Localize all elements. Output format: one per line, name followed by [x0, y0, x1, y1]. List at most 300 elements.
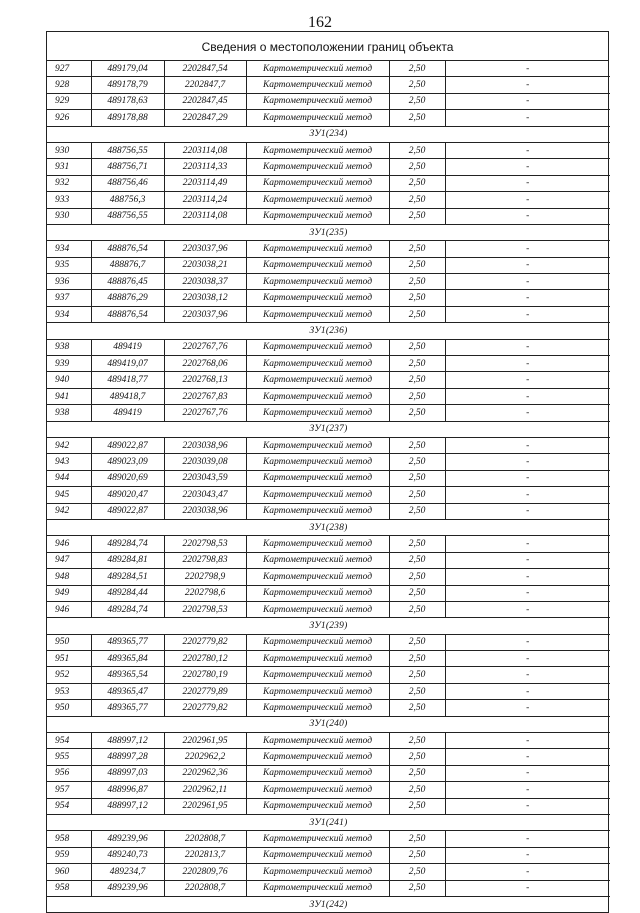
table-title: Сведения о местоположении границ объекта [47, 32, 608, 61]
point-number-cell: 946 [47, 601, 91, 617]
y-coordinate-cell: 2202961,95 [164, 733, 246, 749]
y-coordinate-cell: 2203039,08 [164, 454, 246, 470]
accuracy-cell: 2,50 [389, 487, 445, 503]
y-coordinate-cell: 2202813,7 [164, 847, 246, 863]
table-row [47, 487, 610, 503]
x-coordinate-cell: 489284,74 [91, 536, 164, 552]
y-coordinate-cell: 2202767,76 [164, 339, 246, 355]
x-coordinate-cell: 488997,12 [91, 798, 164, 814]
method-cell: Картометрический метод [246, 749, 389, 765]
point-number-cell: 939 [47, 356, 91, 372]
table-row [47, 880, 610, 896]
point-number-cell: 953 [47, 683, 91, 699]
method-cell: Картометрический метод [246, 634, 389, 650]
x-coordinate-cell: 489284,44 [91, 585, 164, 601]
group-row [47, 224, 610, 240]
description-cell: - [445, 585, 610, 601]
method-cell: Картометрический метод [246, 552, 389, 568]
table-row [47, 503, 610, 519]
point-number-cell: 955 [47, 749, 91, 765]
method-cell: Картометрический метод [246, 798, 389, 814]
y-coordinate-cell: 2202798,53 [164, 536, 246, 552]
y-coordinate-cell: 2202779,82 [164, 634, 246, 650]
description-cell: - [445, 356, 610, 372]
description-cell: - [445, 880, 610, 896]
x-coordinate-cell: 489179,04 [91, 61, 164, 77]
table-row [47, 290, 610, 306]
accuracy-cell: 2,50 [389, 274, 445, 290]
description-cell: - [445, 159, 610, 175]
description-cell: - [445, 405, 610, 421]
x-coordinate-cell: 489284,51 [91, 569, 164, 585]
method-cell: Картометрический метод [246, 487, 389, 503]
group-label: ЗУ1(235) [47, 224, 610, 240]
x-coordinate-cell: 489365,84 [91, 651, 164, 667]
description-cell: - [445, 208, 610, 224]
x-coordinate-cell: 489419,07 [91, 356, 164, 372]
y-coordinate-cell: 2202847,29 [164, 110, 246, 126]
x-coordinate-cell: 489418,7 [91, 388, 164, 404]
method-cell: Картометрический метод [246, 290, 389, 306]
accuracy-cell: 2,50 [389, 880, 445, 896]
table-row [47, 683, 610, 699]
x-coordinate-cell: 488756,55 [91, 142, 164, 158]
accuracy-cell: 2,50 [389, 61, 445, 77]
table-row [47, 454, 610, 470]
method-cell: Картометрический метод [246, 257, 389, 273]
accuracy-cell: 2,50 [389, 175, 445, 191]
description-cell: - [445, 77, 610, 93]
accuracy-cell: 2,50 [389, 585, 445, 601]
group-label: ЗУ1(241) [47, 814, 610, 830]
group-label: ЗУ1(240) [47, 716, 610, 732]
group-label: ЗУ1(236) [47, 323, 610, 339]
point-number-cell: 928 [47, 77, 91, 93]
table-row [47, 536, 610, 552]
y-coordinate-cell: 2203038,12 [164, 290, 246, 306]
table-row [47, 208, 610, 224]
table-row [47, 257, 610, 273]
point-number-cell: 954 [47, 798, 91, 814]
x-coordinate-cell: 488996,87 [91, 782, 164, 798]
point-number-cell: 936 [47, 274, 91, 290]
table-row [47, 569, 610, 585]
table-row [47, 339, 610, 355]
description-cell: - [445, 470, 610, 486]
method-cell: Картометрический метод [246, 454, 389, 470]
description-cell: - [445, 274, 610, 290]
y-coordinate-cell: 2203038,37 [164, 274, 246, 290]
table-row [47, 437, 610, 453]
x-coordinate-cell: 488876,29 [91, 290, 164, 306]
y-coordinate-cell: 2203114,24 [164, 192, 246, 208]
point-number-cell: 959 [47, 847, 91, 863]
y-coordinate-cell: 2202768,06 [164, 356, 246, 372]
method-cell: Картометрический метод [246, 667, 389, 683]
point-number-cell: 930 [47, 208, 91, 224]
description-cell: - [445, 487, 610, 503]
method-cell: Картометрический метод [246, 77, 389, 93]
accuracy-cell: 2,50 [389, 765, 445, 781]
point-number-cell: 944 [47, 470, 91, 486]
y-coordinate-cell: 2203114,08 [164, 142, 246, 158]
group-row [47, 519, 610, 535]
x-coordinate-cell: 489178,63 [91, 93, 164, 109]
x-coordinate-cell: 489020,69 [91, 470, 164, 486]
table-row [47, 405, 610, 421]
accuracy-cell: 2,50 [389, 306, 445, 322]
method-cell: Картометрический метод [246, 372, 389, 388]
description-cell: - [445, 700, 610, 716]
group-label: ЗУ1(239) [47, 618, 610, 634]
description-cell: - [445, 372, 610, 388]
method-cell: Картометрический метод [246, 142, 389, 158]
method-cell: Картометрический метод [246, 536, 389, 552]
y-coordinate-cell: 2202808,7 [164, 880, 246, 896]
x-coordinate-cell: 488997,28 [91, 749, 164, 765]
y-coordinate-cell: 2202809,76 [164, 864, 246, 880]
x-coordinate-cell: 488876,7 [91, 257, 164, 273]
accuracy-cell: 2,50 [389, 142, 445, 158]
description-cell: - [445, 93, 610, 109]
y-coordinate-cell: 2202798,83 [164, 552, 246, 568]
point-number-cell: 930 [47, 142, 91, 158]
point-number-cell: 940 [47, 372, 91, 388]
table-row [47, 798, 610, 814]
table-body [47, 61, 610, 912]
point-number-cell: 956 [47, 765, 91, 781]
y-coordinate-cell: 2203038,96 [164, 437, 246, 453]
coordinates-table [47, 61, 610, 912]
group-row [47, 896, 610, 912]
point-number-cell: 946 [47, 536, 91, 552]
description-cell: - [445, 667, 610, 683]
y-coordinate-cell: 2202798,53 [164, 601, 246, 617]
accuracy-cell: 2,50 [389, 634, 445, 650]
x-coordinate-cell: 488756,3 [91, 192, 164, 208]
point-number-cell: 950 [47, 634, 91, 650]
accuracy-cell: 2,50 [389, 847, 445, 863]
group-label: ЗУ1(237) [47, 421, 610, 437]
table-row [47, 634, 610, 650]
x-coordinate-cell: 489178,79 [91, 77, 164, 93]
description-cell: - [445, 569, 610, 585]
y-coordinate-cell: 2202808,7 [164, 831, 246, 847]
table-row [47, 470, 610, 486]
method-cell: Картометрический метод [246, 61, 389, 77]
x-coordinate-cell: 488997,03 [91, 765, 164, 781]
y-coordinate-cell: 2203043,47 [164, 487, 246, 503]
y-coordinate-cell: 2202780,12 [164, 651, 246, 667]
x-coordinate-cell: 489234,7 [91, 864, 164, 880]
method-cell: Картометрический метод [246, 274, 389, 290]
description-cell: - [445, 847, 610, 863]
x-coordinate-cell: 489023,09 [91, 454, 164, 470]
y-coordinate-cell: 2203038,21 [164, 257, 246, 273]
description-cell: - [445, 454, 610, 470]
point-number-cell: 958 [47, 831, 91, 847]
point-number-cell: 933 [47, 192, 91, 208]
method-cell: Картометрический метод [246, 585, 389, 601]
point-number-cell: 935 [47, 257, 91, 273]
point-number-cell: 938 [47, 339, 91, 355]
description-cell: - [445, 601, 610, 617]
y-coordinate-cell: 2203038,96 [164, 503, 246, 519]
method-cell: Картометрический метод [246, 864, 389, 880]
method-cell: Картометрический метод [246, 388, 389, 404]
table-row [47, 306, 610, 322]
method-cell: Картометрический метод [246, 683, 389, 699]
x-coordinate-cell: 489365,77 [91, 634, 164, 650]
y-coordinate-cell: 2203037,96 [164, 306, 246, 322]
accuracy-cell: 2,50 [389, 470, 445, 486]
y-coordinate-cell: 2202780,19 [164, 667, 246, 683]
x-coordinate-cell: 489284,81 [91, 552, 164, 568]
y-coordinate-cell: 2202798,6 [164, 585, 246, 601]
y-coordinate-cell: 2202847,7 [164, 77, 246, 93]
x-coordinate-cell: 489022,87 [91, 503, 164, 519]
point-number-cell: 931 [47, 159, 91, 175]
table-row [47, 667, 610, 683]
table-row [47, 847, 610, 863]
point-number-cell: 926 [47, 110, 91, 126]
x-coordinate-cell: 488756,46 [91, 175, 164, 191]
accuracy-cell: 2,50 [389, 651, 445, 667]
point-number-cell: 937 [47, 290, 91, 306]
group-label: ЗУ1(238) [47, 519, 610, 535]
method-cell: Картометрический метод [246, 356, 389, 372]
group-label: ЗУ1(242) [47, 896, 610, 912]
x-coordinate-cell: 489419 [91, 405, 164, 421]
accuracy-cell: 2,50 [389, 437, 445, 453]
y-coordinate-cell: 2202779,89 [164, 683, 246, 699]
table-row [47, 388, 610, 404]
point-number-cell: 951 [47, 651, 91, 667]
point-number-cell: 938 [47, 405, 91, 421]
point-number-cell: 934 [47, 306, 91, 322]
point-number-cell: 948 [47, 569, 91, 585]
method-cell: Картометрический метод [246, 241, 389, 257]
table-row [47, 372, 610, 388]
x-coordinate-cell: 488756,55 [91, 208, 164, 224]
y-coordinate-cell: 2203037,96 [164, 241, 246, 257]
method-cell: Картометрический метод [246, 880, 389, 896]
x-coordinate-cell: 489419 [91, 339, 164, 355]
x-coordinate-cell: 488876,45 [91, 274, 164, 290]
description-cell: - [445, 733, 610, 749]
table-row [47, 77, 610, 93]
x-coordinate-cell: 489022,87 [91, 437, 164, 453]
method-cell: Картометрический метод [246, 339, 389, 355]
accuracy-cell: 2,50 [389, 192, 445, 208]
table-row [47, 601, 610, 617]
description-cell: - [445, 765, 610, 781]
y-coordinate-cell: 2203114,49 [164, 175, 246, 191]
point-number-cell: 957 [47, 782, 91, 798]
description-cell: - [445, 290, 610, 306]
x-coordinate-cell: 489418,77 [91, 372, 164, 388]
accuracy-cell: 2,50 [389, 372, 445, 388]
point-number-cell: 945 [47, 487, 91, 503]
x-coordinate-cell: 489365,77 [91, 700, 164, 716]
method-cell: Картометрический метод [246, 847, 389, 863]
accuracy-cell: 2,50 [389, 339, 445, 355]
accuracy-cell: 2,50 [389, 388, 445, 404]
coordinates-table-sheet [46, 31, 609, 913]
accuracy-cell: 2,50 [389, 159, 445, 175]
description-cell: - [445, 437, 610, 453]
table-row [47, 274, 610, 290]
description-cell: - [445, 175, 610, 191]
accuracy-cell: 2,50 [389, 77, 445, 93]
description-cell: - [445, 241, 610, 257]
description-cell: - [445, 651, 610, 667]
description-cell: - [445, 536, 610, 552]
group-row [47, 618, 610, 634]
table-row [47, 864, 610, 880]
y-coordinate-cell: 2202962,11 [164, 782, 246, 798]
method-cell: Картометрический метод [246, 110, 389, 126]
accuracy-cell: 2,50 [389, 569, 445, 585]
x-coordinate-cell: 488876,54 [91, 241, 164, 257]
method-cell: Картометрический метод [246, 831, 389, 847]
description-cell: - [445, 339, 610, 355]
accuracy-cell: 2,50 [389, 536, 445, 552]
y-coordinate-cell: 2202798,9 [164, 569, 246, 585]
table-row [47, 552, 610, 568]
table-row [47, 61, 610, 77]
table-row [47, 733, 610, 749]
y-coordinate-cell: 2202847,45 [164, 93, 246, 109]
table-row [47, 142, 610, 158]
accuracy-cell: 2,50 [389, 110, 445, 126]
point-number-cell: 942 [47, 437, 91, 453]
table-row [47, 765, 610, 781]
accuracy-cell: 2,50 [389, 683, 445, 699]
x-coordinate-cell: 489178,88 [91, 110, 164, 126]
accuracy-cell: 2,50 [389, 257, 445, 273]
page-number: 162 [308, 14, 332, 31]
accuracy-cell: 2,50 [389, 749, 445, 765]
description-cell: - [445, 552, 610, 568]
method-cell: Картометрический метод [246, 782, 389, 798]
method-cell: Картометрический метод [246, 175, 389, 191]
y-coordinate-cell: 2202767,83 [164, 388, 246, 404]
table-row [47, 192, 610, 208]
description-cell: - [445, 831, 610, 847]
table-row [47, 110, 610, 126]
y-coordinate-cell: 2202962,2 [164, 749, 246, 765]
table-row [47, 159, 610, 175]
method-cell: Картометрический метод [246, 601, 389, 617]
method-cell: Картометрический метод [246, 405, 389, 421]
accuracy-cell: 2,50 [389, 667, 445, 683]
accuracy-cell: 2,50 [389, 552, 445, 568]
accuracy-cell: 2,50 [389, 454, 445, 470]
point-number-cell: 958 [47, 880, 91, 896]
table-row [47, 831, 610, 847]
y-coordinate-cell: 2202767,76 [164, 405, 246, 421]
group-row [47, 126, 610, 142]
method-cell: Картометрический метод [246, 733, 389, 749]
point-number-cell: 932 [47, 175, 91, 191]
method-cell: Картометрический метод [246, 569, 389, 585]
method-cell: Картометрический метод [246, 503, 389, 519]
method-cell: Картометрический метод [246, 208, 389, 224]
description-cell: - [445, 683, 610, 699]
description-cell: - [445, 61, 610, 77]
point-number-cell: 941 [47, 388, 91, 404]
description-cell: - [445, 388, 610, 404]
table-row [47, 241, 610, 257]
method-cell: Картометрический метод [246, 437, 389, 453]
point-number-cell: 949 [47, 585, 91, 601]
accuracy-cell: 2,50 [389, 290, 445, 306]
description-cell: - [445, 257, 610, 273]
method-cell: Картометрический метод [246, 159, 389, 175]
description-cell: - [445, 749, 610, 765]
accuracy-cell: 2,50 [389, 782, 445, 798]
point-number-cell: 950 [47, 700, 91, 716]
point-number-cell: 927 [47, 61, 91, 77]
point-number-cell: 947 [47, 552, 91, 568]
table-row [47, 585, 610, 601]
point-number-cell: 929 [47, 93, 91, 109]
table-row [47, 749, 610, 765]
y-coordinate-cell: 2202962,36 [164, 765, 246, 781]
table-row [47, 175, 610, 191]
x-coordinate-cell: 488756,71 [91, 159, 164, 175]
x-coordinate-cell: 489020,47 [91, 487, 164, 503]
group-row [47, 814, 610, 830]
accuracy-cell: 2,50 [389, 208, 445, 224]
table-row [47, 651, 610, 667]
y-coordinate-cell: 2203114,33 [164, 159, 246, 175]
point-number-cell: 934 [47, 241, 91, 257]
point-number-cell: 943 [47, 454, 91, 470]
description-cell: - [445, 503, 610, 519]
y-coordinate-cell: 2202768,13 [164, 372, 246, 388]
method-cell: Картометрический метод [246, 470, 389, 486]
accuracy-cell: 2,50 [389, 864, 445, 880]
description-cell: - [445, 306, 610, 322]
accuracy-cell: 2,50 [389, 798, 445, 814]
point-number-cell: 960 [47, 864, 91, 880]
method-cell: Картометрический метод [246, 651, 389, 667]
x-coordinate-cell: 489365,54 [91, 667, 164, 683]
y-coordinate-cell: 2203043,59 [164, 470, 246, 486]
method-cell: Картометрический метод [246, 700, 389, 716]
accuracy-cell: 2,50 [389, 405, 445, 421]
table-row [47, 356, 610, 372]
method-cell: Картометрический метод [246, 306, 389, 322]
accuracy-cell: 2,50 [389, 831, 445, 847]
accuracy-cell: 2,50 [389, 356, 445, 372]
x-coordinate-cell: 489365,47 [91, 683, 164, 699]
point-number-cell: 954 [47, 733, 91, 749]
x-coordinate-cell: 488997,12 [91, 733, 164, 749]
accuracy-cell: 2,50 [389, 601, 445, 617]
method-cell: Картометрический метод [246, 765, 389, 781]
table-row [47, 782, 610, 798]
description-cell: - [445, 782, 610, 798]
description-cell: - [445, 192, 610, 208]
group-label: ЗУ1(234) [47, 126, 610, 142]
table-row [47, 93, 610, 109]
description-cell: - [445, 798, 610, 814]
y-coordinate-cell: 2202779,82 [164, 700, 246, 716]
group-row [47, 421, 610, 437]
